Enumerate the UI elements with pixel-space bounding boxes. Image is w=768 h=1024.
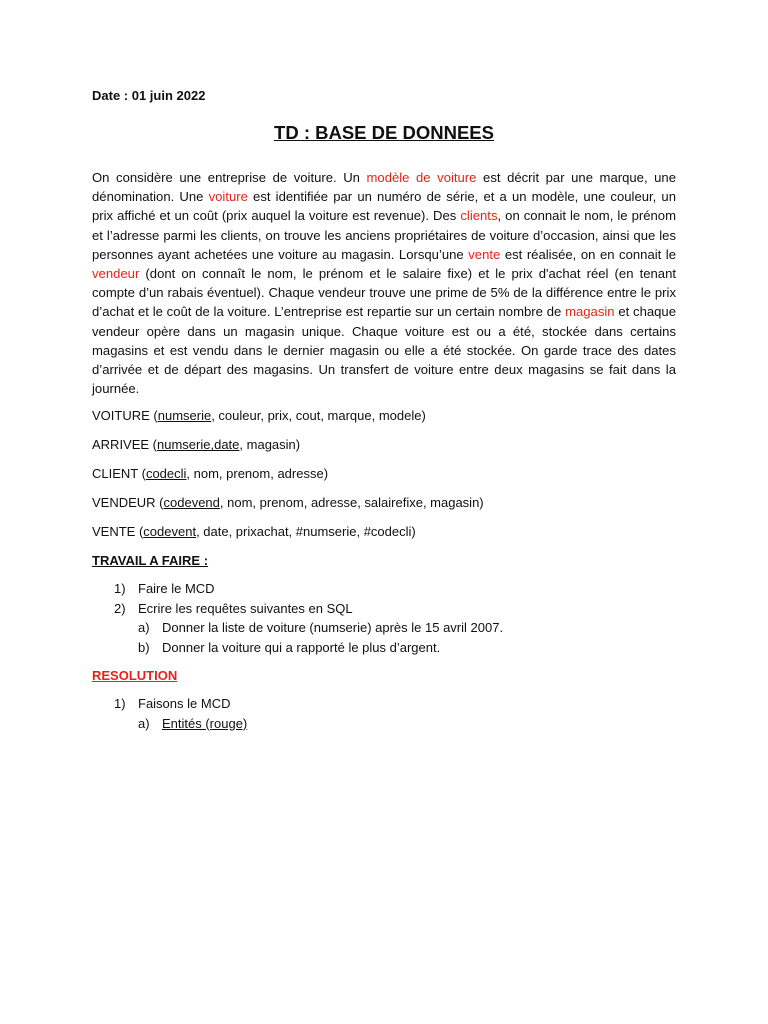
schema-attributes: , magasin) bbox=[239, 437, 301, 453]
list-marker: 1) bbox=[114, 581, 126, 597]
list-item-text: Faire le MCD bbox=[138, 581, 215, 597]
intro-segment: est réalisée, on en connait le bbox=[500, 246, 676, 262]
travail-heading: TRAVAIL A FAIRE : bbox=[92, 553, 209, 569]
list-marker: 2) bbox=[114, 600, 126, 616]
list-marker: a) bbox=[138, 620, 150, 636]
schema-table-name: VOITURE ( bbox=[92, 408, 158, 424]
schema-voiture bbox=[92, 406, 676, 425]
entity-highlight: vente bbox=[468, 246, 501, 262]
travail-list bbox=[92, 579, 676, 657]
list-marker: a) bbox=[138, 715, 150, 731]
schema-table-name: CLIENT ( bbox=[92, 466, 146, 482]
schema-primary-key: codevend bbox=[163, 495, 220, 511]
list-item-text: Ecrire les requêtes suivantes en SQL bbox=[138, 600, 353, 616]
schema-table-name: VENTE ( bbox=[92, 524, 144, 540]
list-item-text: Donner la liste de voiture (numserie) après le 15 avril 2007. bbox=[162, 620, 504, 636]
document-date: Date : 01 juin 2022 bbox=[92, 88, 206, 103]
sub-list-item bbox=[92, 618, 676, 638]
resolution-heading: RESOLUTION bbox=[92, 668, 178, 684]
intro-segment: On considère une entreprise de voiture. Un bbox=[92, 170, 367, 185]
document-page bbox=[92, 86, 676, 742]
intro-segment: (dont on connaît le nom, le prénom et le salaire fixe) et le prix d'achat réel (en tenant compte d’un rabais éventuel). Chaque vendeur trouve une prime de 5% de la différence entre le prix d’achat et le coût de la voiture. L’entreprise est repartie sur un certain nombre de bbox=[92, 266, 676, 320]
schema-attributes: , nom, prenom, adresse, salairefixe, magasin) bbox=[219, 495, 484, 511]
list-item-text: Faisons le MCD bbox=[138, 696, 231, 712]
intro-segment: , on connait le nom, le prénom et l’adresse parmi les clients, on trouve les anciens propriétaires de voiture d’occasion, ainsi que les personnes ayant achetées une voiture au magasin. Lorsqu’une bbox=[92, 208, 676, 262]
schema-vendeur bbox=[92, 493, 676, 512]
entity-highlight: voiture bbox=[208, 189, 248, 205]
schema-attributes: , nom, prenom, adresse) bbox=[186, 466, 329, 482]
list-item bbox=[92, 579, 676, 599]
resolution-list bbox=[92, 694, 676, 733]
intro-segment: est identifiée par un numéro de série, et a un modèle, une couleur, un prix affiché et un coût (prix auquel la voiture est revenue). Des bbox=[92, 189, 676, 224]
schema-primary-key: numserie bbox=[157, 408, 212, 424]
intro-segment: et chaque vendeur opère dans un magasin unique. Chaque voiture est ou a été, stockée dans certains magasins et est vendu dans le dernier magasin ou elle a été stockée. On garde trace des dates d’arrivée et de départ des magasins. Un transfert de voiture entre deux magasins se fait dans la journée. bbox=[92, 304, 677, 397]
list-item-text: Donner la voiture qui a rapporté le plus d’argent. bbox=[162, 639, 441, 655]
intro-segment: est décrit par une marque, une dénomination. Une bbox=[92, 170, 676, 205]
list-marker: b) bbox=[138, 639, 150, 655]
schema-arrivee bbox=[92, 435, 676, 454]
list-marker: 1) bbox=[114, 696, 126, 712]
entity-highlight: magasin bbox=[565, 304, 615, 320]
schema-table-name: ARRIVEE ( bbox=[92, 437, 158, 453]
schema-attributes: , date, prixachat, #numserie, #codecli) bbox=[196, 524, 416, 540]
entity-highlight: vendeur bbox=[92, 266, 140, 282]
schema-attributes: , couleur, prix, cout, marque, modele) bbox=[211, 408, 426, 424]
intro-paragraph bbox=[92, 168, 676, 398]
schema-primary-key: codecli bbox=[145, 466, 187, 482]
schema-vente bbox=[92, 522, 676, 541]
list-item-text: Entités (rouge) bbox=[162, 715, 248, 731]
list-item bbox=[92, 694, 676, 714]
list-item bbox=[92, 599, 676, 619]
entity-highlight: clients bbox=[460, 208, 498, 224]
document-title: TD : BASE DE DONNEES bbox=[274, 122, 494, 143]
schema-primary-key: codevent bbox=[143, 524, 197, 540]
schema-table-name: VENDEUR ( bbox=[92, 495, 164, 511]
sub-list-item bbox=[92, 638, 676, 658]
schema-client bbox=[92, 464, 676, 483]
sub-list-item bbox=[92, 714, 676, 734]
entity-highlight: modèle de voiture bbox=[366, 170, 477, 185]
schema-primary-key: numserie,date bbox=[157, 437, 240, 453]
